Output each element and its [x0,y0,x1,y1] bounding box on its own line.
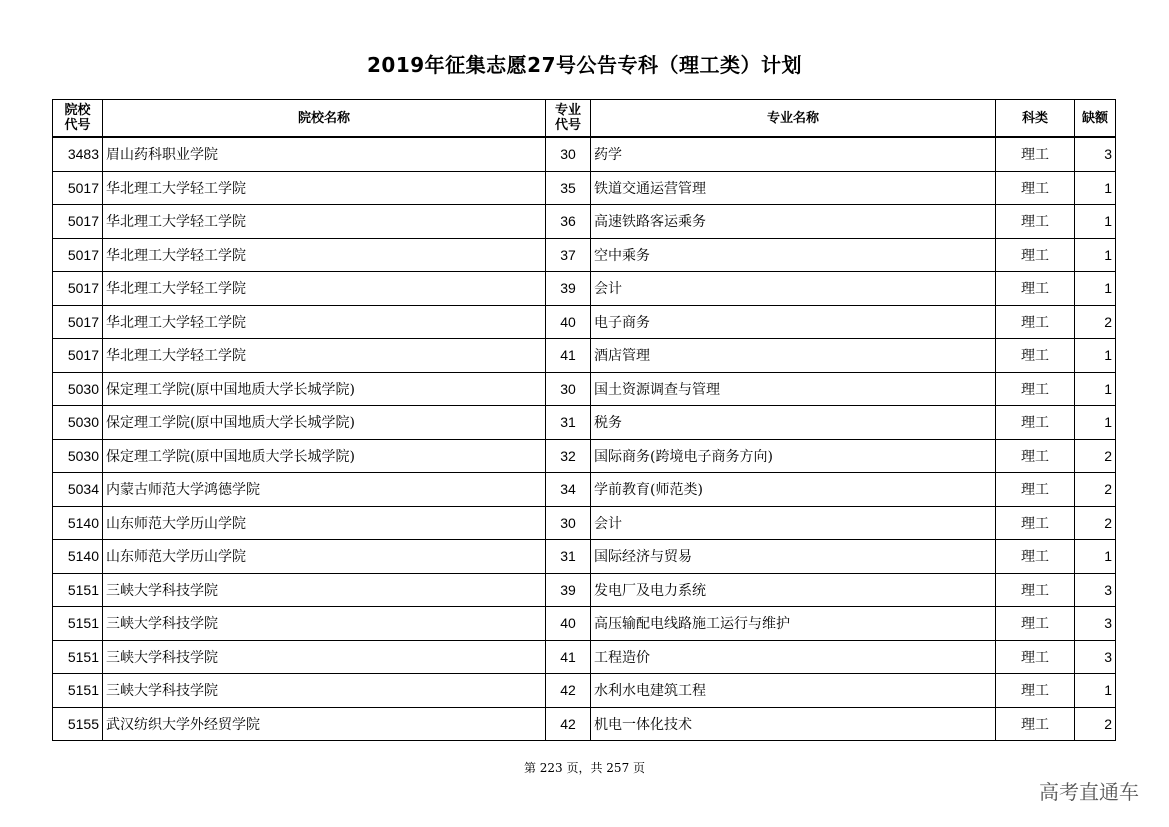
school-code-cell: 5017 [53,171,103,205]
table-row [53,205,1116,239]
school-name-cell: 三峡大学科技学院 [103,607,546,641]
category-cell: 理工 [996,674,1075,708]
school-name-cell: 华北理工大学轻工学院 [103,339,546,373]
table-header-row [53,100,1116,138]
school-name-cell: 保定理工学院(原中国地质大学长城学院) [103,439,546,473]
school-name-cell: 华北理工大学轻工学院 [103,171,546,205]
table-row [53,506,1116,540]
vacancies-cell: 1 [1075,339,1116,373]
school-name-cell: 山东师范大学历山学院 [103,506,546,540]
major-code-cell: 39 [546,573,591,607]
header-category: 科类 [996,100,1075,138]
vacancies-cell: 1 [1075,540,1116,574]
school-name-cell: 眉山药科职业学院 [103,137,546,171]
major-name-cell: 发电厂及电力系统 [591,573,996,607]
school-code-cell: 5017 [53,339,103,373]
table-row [53,272,1116,306]
table-row [53,406,1116,440]
major-name-cell: 国际商务(跨境电子商务方向) [591,439,996,473]
category-cell: 理工 [996,540,1075,574]
school-code-cell: 5140 [53,540,103,574]
table-row [53,607,1116,641]
major-name-cell: 空中乘务 [591,238,996,272]
table-row [53,573,1116,607]
table-row [53,137,1116,171]
school-name-cell: 华北理工大学轻工学院 [103,272,546,306]
school-code-cell: 5017 [53,238,103,272]
major-name-cell: 高速铁路客运乘务 [591,205,996,239]
school-name-cell: 山东师范大学历山学院 [103,540,546,574]
major-code-cell: 42 [546,674,591,708]
school-code-cell: 5030 [53,439,103,473]
major-name-cell: 税务 [591,406,996,440]
major-name-cell: 水利水电建筑工程 [591,674,996,708]
vacancies-cell: 3 [1075,573,1116,607]
table-row [53,640,1116,674]
table-row [53,339,1116,373]
table-row [53,540,1116,574]
header-school-code: 院校 代号 [53,100,103,138]
major-code-cell: 30 [546,137,591,171]
major-name-cell: 国际经济与贸易 [591,540,996,574]
school-name-cell: 华北理工大学轻工学院 [103,238,546,272]
major-code-cell: 37 [546,238,591,272]
vacancies-cell: 1 [1075,674,1116,708]
major-code-cell: 36 [546,205,591,239]
header-major-code: 专业 代号 [546,100,591,138]
category-cell: 理工 [996,272,1075,306]
vacancies-cell: 1 [1075,205,1116,239]
header-major-name: 专业名称 [591,100,996,138]
major-code-cell: 40 [546,607,591,641]
school-name-cell: 三峡大学科技学院 [103,674,546,708]
table-row [53,674,1116,708]
category-cell: 理工 [996,238,1075,272]
major-code-cell: 42 [546,707,591,741]
school-code-cell: 5030 [53,372,103,406]
watermark: 高考直通车 [1039,780,1139,804]
vacancies-cell: 1 [1075,272,1116,306]
category-cell: 理工 [996,707,1075,741]
header-vacancies: 缺额 [1075,100,1116,138]
table-row [53,171,1116,205]
vacancies-cell: 2 [1075,473,1116,507]
category-cell: 理工 [996,372,1075,406]
major-code-cell: 40 [546,305,591,339]
school-name-cell: 内蒙古师范大学鸿德学院 [103,473,546,507]
page-footer: 第 223 页，共 257 页 [523,761,646,775]
major-code-cell: 30 [546,506,591,540]
category-cell: 理工 [996,439,1075,473]
vacancies-cell: 3 [1075,137,1116,171]
major-name-cell: 药学 [591,137,996,171]
table-row [53,473,1116,507]
major-code-cell: 39 [546,272,591,306]
school-code-cell: 5155 [53,707,103,741]
school-name-cell: 华北理工大学轻工学院 [103,305,546,339]
major-name-cell: 会计 [591,272,996,306]
vacancies-cell: 3 [1075,607,1116,641]
school-code-cell: 5030 [53,406,103,440]
category-cell: 理工 [996,205,1075,239]
school-name-cell: 三峡大学科技学院 [103,640,546,674]
major-code-cell: 31 [546,406,591,440]
enrollment-plan-table [52,99,1116,741]
vacancies-cell: 1 [1075,171,1116,205]
school-code-cell: 5017 [53,272,103,306]
major-code-cell: 41 [546,640,591,674]
school-code-cell: 5151 [53,640,103,674]
major-name-cell: 电子商务 [591,305,996,339]
school-name-cell: 三峡大学科技学院 [103,573,546,607]
major-code-cell: 41 [546,339,591,373]
school-name-cell: 保定理工学院(原中国地质大学长城学院) [103,372,546,406]
school-code-cell: 5151 [53,607,103,641]
table-row [53,238,1116,272]
vacancies-cell: 2 [1075,439,1116,473]
category-cell: 理工 [996,607,1075,641]
category-cell: 理工 [996,640,1075,674]
document-title: 2019年征集志愿27号公告专科（理工类）计划 [367,53,802,77]
major-code-cell: 34 [546,473,591,507]
category-cell: 理工 [996,339,1075,373]
school-code-cell: 3483 [53,137,103,171]
major-code-cell: 30 [546,372,591,406]
header-school-name: 院校名称 [103,100,546,138]
vacancies-cell: 1 [1075,372,1116,406]
category-cell: 理工 [996,137,1075,171]
school-code-cell: 5151 [53,674,103,708]
school-code-cell: 5017 [53,305,103,339]
school-code-cell: 5140 [53,506,103,540]
school-code-cell: 5034 [53,473,103,507]
category-cell: 理工 [996,171,1075,205]
school-name-cell: 武汉纺织大学外经贸学院 [103,707,546,741]
category-cell: 理工 [996,406,1075,440]
major-code-cell: 31 [546,540,591,574]
table-row [53,372,1116,406]
vacancies-cell: 2 [1075,707,1116,741]
major-name-cell: 工程造价 [591,640,996,674]
major-name-cell: 学前教育(师范类) [591,473,996,507]
school-name-cell: 华北理工大学轻工学院 [103,205,546,239]
vacancies-cell: 2 [1075,506,1116,540]
school-code-cell: 5017 [53,205,103,239]
school-code-cell: 5151 [53,573,103,607]
vacancies-cell: 1 [1075,406,1116,440]
major-code-cell: 35 [546,171,591,205]
major-name-cell: 会计 [591,506,996,540]
major-name-cell: 机电一体化技术 [591,707,996,741]
category-cell: 理工 [996,506,1075,540]
major-name-cell: 酒店管理 [591,339,996,373]
major-code-cell: 32 [546,439,591,473]
vacancies-cell: 2 [1075,305,1116,339]
table-row [53,305,1116,339]
major-name-cell: 铁道交通运营管理 [591,171,996,205]
category-cell: 理工 [996,573,1075,607]
table-body [53,137,1116,741]
major-name-cell: 高压输配电线路施工运行与维护 [591,607,996,641]
school-name-cell: 保定理工学院(原中国地质大学长城学院) [103,406,546,440]
vacancies-cell: 1 [1075,238,1116,272]
vacancies-cell: 3 [1075,640,1116,674]
major-name-cell: 国土资源调查与管理 [591,372,996,406]
table-row [53,439,1116,473]
category-cell: 理工 [996,473,1075,507]
table-row [53,707,1116,741]
category-cell: 理工 [996,305,1075,339]
